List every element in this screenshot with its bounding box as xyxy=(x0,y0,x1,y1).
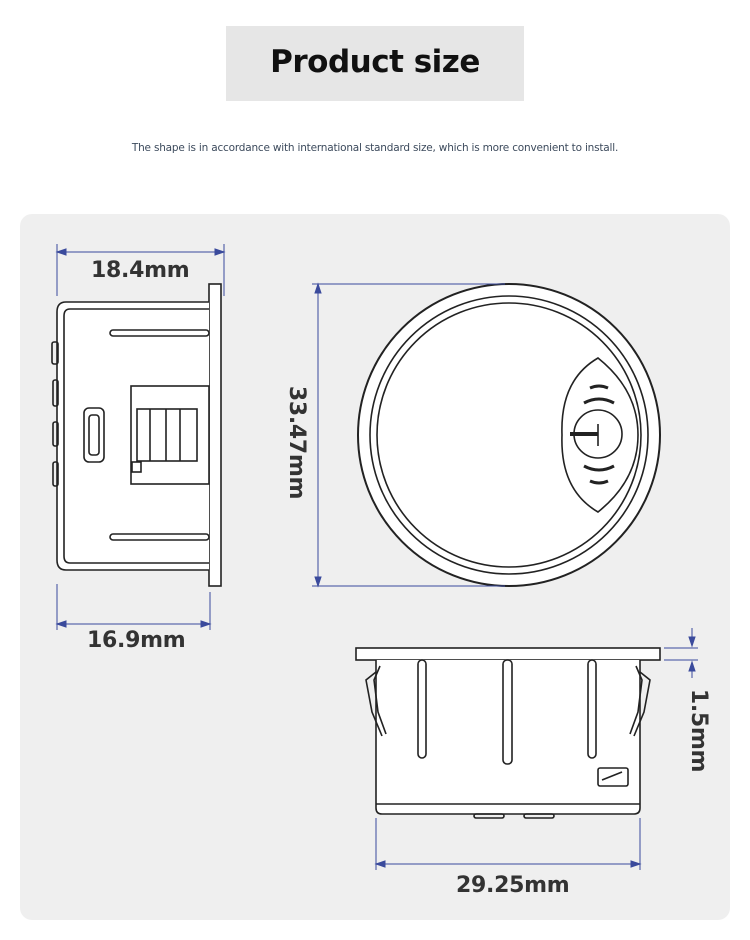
side-flange xyxy=(209,284,221,586)
dim-label-side-bottom: 16.9mm xyxy=(87,628,186,653)
dim-label-side-top: 18.4mm xyxy=(91,258,190,283)
front-body xyxy=(376,660,640,814)
dim-label-body-width: 29.25mm xyxy=(450,873,575,898)
top-outer-ring xyxy=(358,284,660,586)
page-subtitle: The shape is in accordance with international standard size, which is more convenient to install. xyxy=(131,142,619,154)
page-title: Product size xyxy=(270,44,480,80)
side-view xyxy=(52,284,221,586)
front-flange xyxy=(356,648,660,660)
dim-label-diameter: 33.47mm xyxy=(284,382,309,503)
side-body xyxy=(57,302,209,570)
front-view xyxy=(356,648,660,818)
top-view xyxy=(358,284,660,586)
dim-label-flange: 1.5mm xyxy=(686,685,711,776)
